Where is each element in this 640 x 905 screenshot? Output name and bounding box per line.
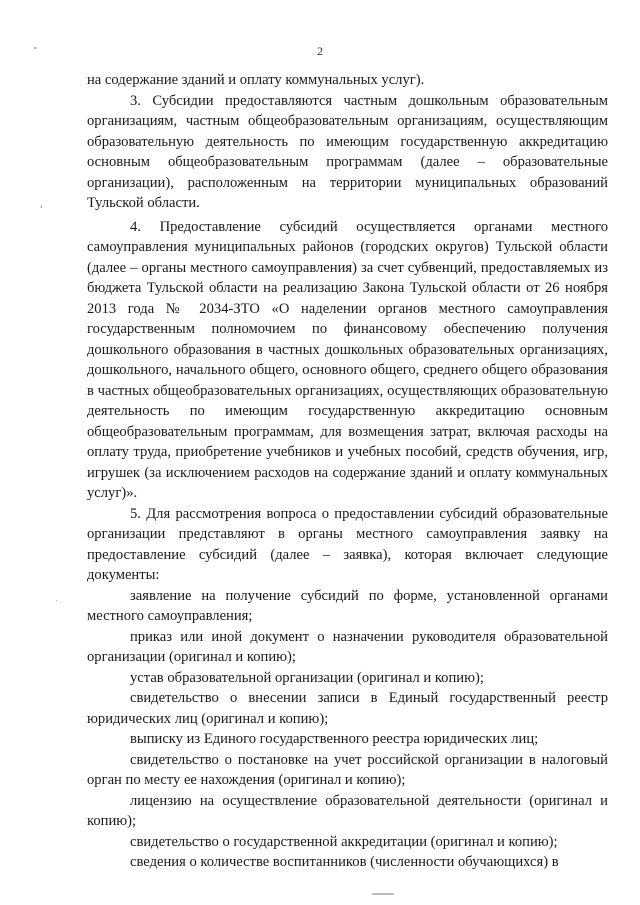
list-item-6: свидетельство о постановке на учет российской организации в налоговый орган по месту ее нахождения (оригинал и копию); xyxy=(87,751,608,788)
list-item-9: сведения о количестве воспитанников (численности обучающихся) в xyxy=(130,854,559,870)
paragraph-3: 4. Предоставление субсидий осуществляется органами местного самоуправления муниципальных районов (городских округов) Тульской области (далее – органы местного самоуправления) за счет субвенций, предоставляемых из бюджета Тульской области на реализацию Закона Тульской области от 26 ноября 2013 года № 2034-ЗТО «О наделении органов местного самоуправления государственным полномочием по финансовому обеспечению получения дошкольного образования в частных дошкольных образовательных организациях, дошкольного, начального общего, основного общего, среднего общего образования в частных общеобразовательных организациях, осуществляющих образовательную деятельность по имеющим государственную аккредитацию основным общеобразовательным программам, для возмещения затрат, включая расходы на оплату труда, приобретение учебников и учебных пособий, средств обучения, игр, игрушек (за исключением расходов на содержание зданий и оплату коммунальных услуг)». xyxy=(87,218,608,501)
list-item-8: свидетельство о государственной аккредитации (оригинал и копию); xyxy=(130,833,558,850)
list-item-4: свидетельство о внесении записи в Единый государственный реестр юридических лиц (оригинал и копию); xyxy=(87,690,608,727)
scan-speck xyxy=(56,600,57,601)
list-item-7: лицензию на осуществление образовательной деятельности (оригинал и копию); xyxy=(87,792,608,829)
paragraph-2: 3. Субсидии предоставляются частным дошкольным образовательным организациям, частным общеобразовательным организациям, осуществляющим образовательную деятельность по имеющим государственную аккредитацию основным общеобразовательным программам (далее – образовательные организации), расположенным на территории муниципальных образований Тульской области. xyxy=(87,92,608,211)
list-item-3: устав образовательной организации (оригинал и копию); xyxy=(130,669,484,686)
scan-speck xyxy=(34,47,36,49)
page-number: 2 xyxy=(317,44,323,58)
list-item-1: заявление на получение субсидий по форме, установленной органами местного самоуправления; xyxy=(87,587,608,624)
list-item-2: приказ или иной документ о назначении руководителя образовательной организации (оригинал и копию); xyxy=(87,628,608,665)
document-body xyxy=(87,70,608,873)
list-item-5: выписку из Единого государственного реестра юридических лиц; xyxy=(130,731,539,747)
paragraph-1: на содержание зданий и оплату коммунальных услуг). xyxy=(87,72,425,88)
scan-speck xyxy=(41,205,42,208)
scan-speck xyxy=(372,893,394,895)
paragraph-4: 5. Для рассмотрения вопроса о предоставлении субсидий образовательные организации представляют в органы местного самоуправления заявку на предоставление субсидий (далее – заявка), которая включает следующие документы: xyxy=(87,505,608,583)
